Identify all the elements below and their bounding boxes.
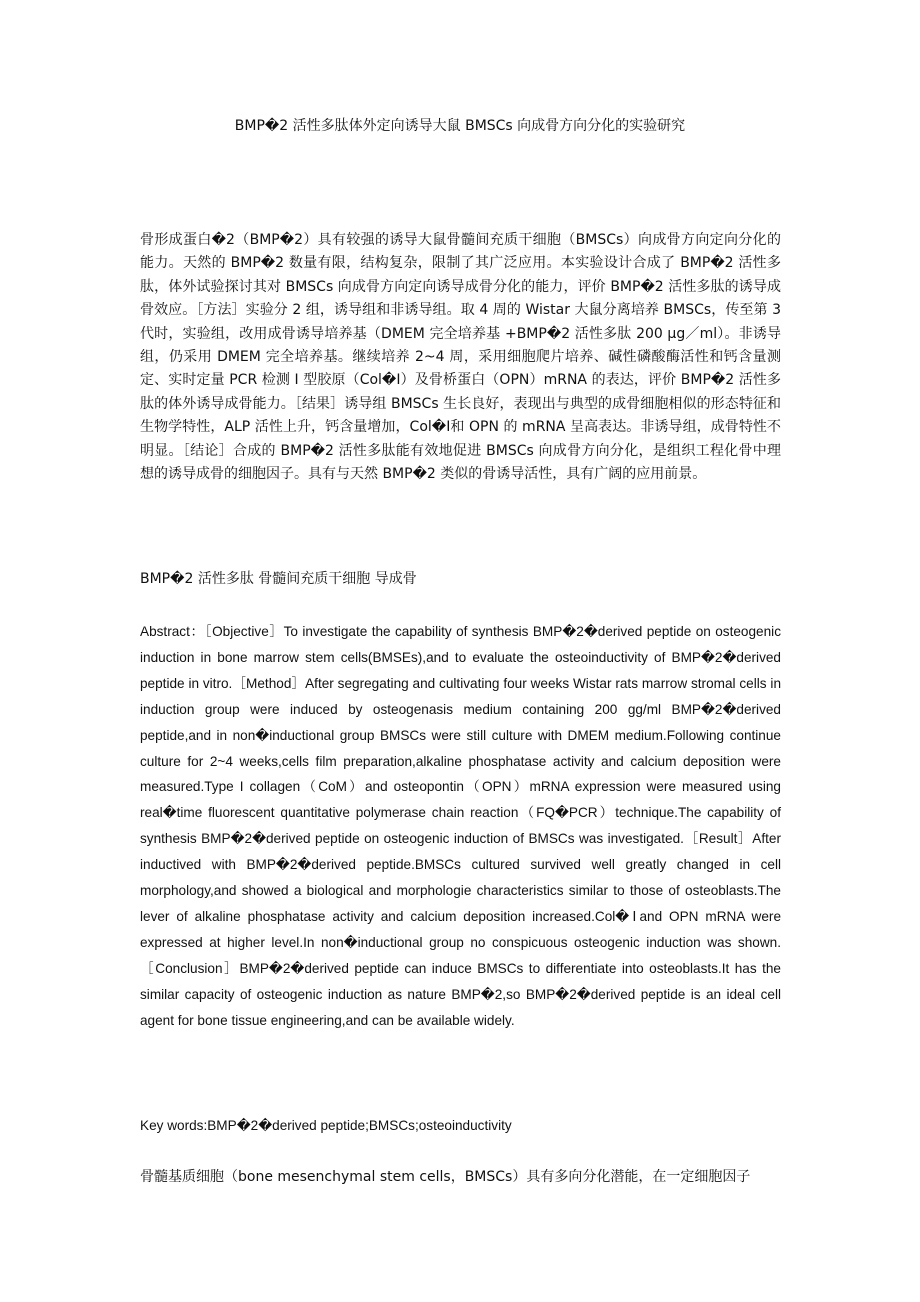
chinese-summary: 骨形成蛋白�2（BMP�2）具有较强的诱导大鼠骨髓间充质干细胞（BMSCs）向成骨方向定向分化的能力。天然的 BMP�2 数量有限，结构复杂，限制了其广泛应用。本实验设计合成了 BMP�2 活性多肽，体外试验探讨其对 BMSCs 向成骨方向定向诱导成骨分化的能力，评价 BMP�2 活性多肽的诱导成骨效应。［方法］实验分 2 组，诱导组和非诱导组。取 4 周的 Wistar 大鼠分离培养 BMSCs，传至第 3 代时，实验组，改用成骨诱导培养基（DMEM 完全培养基 +BMP�2 活性多肽 200 μg／ml）。非诱导组，仍采用 DMEM 完全培养基。继续培养 2~4 周，采用细胞爬片培养、碱性磷酸酶活性和钙含量测定、实时定量 PCR 检测 I 型胶原（Col�Ⅰ）及骨桥蛋白（OPN）mRNA 的表达，评价 BMP�2 活性多肽的体外诱导成骨能力。［结果］诱导组 BMSCs 生长良好，表现出与典型的成骨细胞相似的形态特征和生物学特性，ALP 活性上升，钙含量增加，Col�Ⅰ和 OPN 的 mRNA 呈高表达。非诱导组，成骨特性不明显。［结论］合成的 BMP�2 活性多肽能有效地促进 BMSCs 向成骨方向分化，是组织工程化骨中理想的诱导成骨的细胞因子。具有与天然 BMP�2 类似的骨诱导活性，具有广阔的应用前景。 [140,232,781,483]
introduction-paragraph: 骨髓基质细胞（bone mesenchymal stem cells，BMSCs）具有多向分化潜能，在一定细胞因子 [140,1169,751,1185]
chinese-keywords: BMP�2 活性多肽 骨髓间充质干细胞 导成骨 [140,571,417,587]
document-title: BMP�2 活性多肽体外定向诱导大鼠 BMSCs 向成骨方向分化的实验研究 [234,118,686,134]
english-keywords: Key words:BMP�2�derived peptide;BMSCs;osteoinductivity [140,1118,512,1133]
english-abstract: Abstract：［Objective］To investigate the capability of synthesis BMP�2�derived peptide on osteogenic induction in bone marrow stem cells(BMSEs),and to evaluate the osteoinductivity of BMP�2�derived peptide in vitro.［Method］After segregating and cultivating four weeks Wistar rats marrow stromal cells in induction group were induced by osteogenasis medium containing 200 gg/ml BMP�2�derived peptide,and in non�inductional group BMSCs were still culture with DMEM medium.Following continue culture for 2~4 weeks,cells film preparation,alkaline phosphatase activity and calcium deposition were measured.Type I collagen（CoM）and osteopontin（OPN）mRNA expression were measured using real�time fluorescent quantitative polymerase chain reaction（FQ�PCR）technique.The capability of synthesis BMP�2�derived peptide on osteogenic induction of BMSCs was investigated.［Result］After inductived with BMP�2�derived peptide.BMSCs cultured survived well greatly changed in cell morphology,and showed a biological and morphologie characteristics similar to those of osteoblasts.The lever of alkaline phosphatase activity and calcium deposition increased.Col�Ⅰand OPN mRNA were expressed at higher level.In non�inductional group no conspicuous osteogenic induction was shown.［Conclusion］BMP�2�derived peptide can induce BMSCs to differentiate into osteoblasts.It has the similar capacity of osteogenic induction as nature BMP�2,so BMP�2�derived peptide is an ideal cell agent for bone tissue engineering,and can be available widely. [140,624,781,1028]
